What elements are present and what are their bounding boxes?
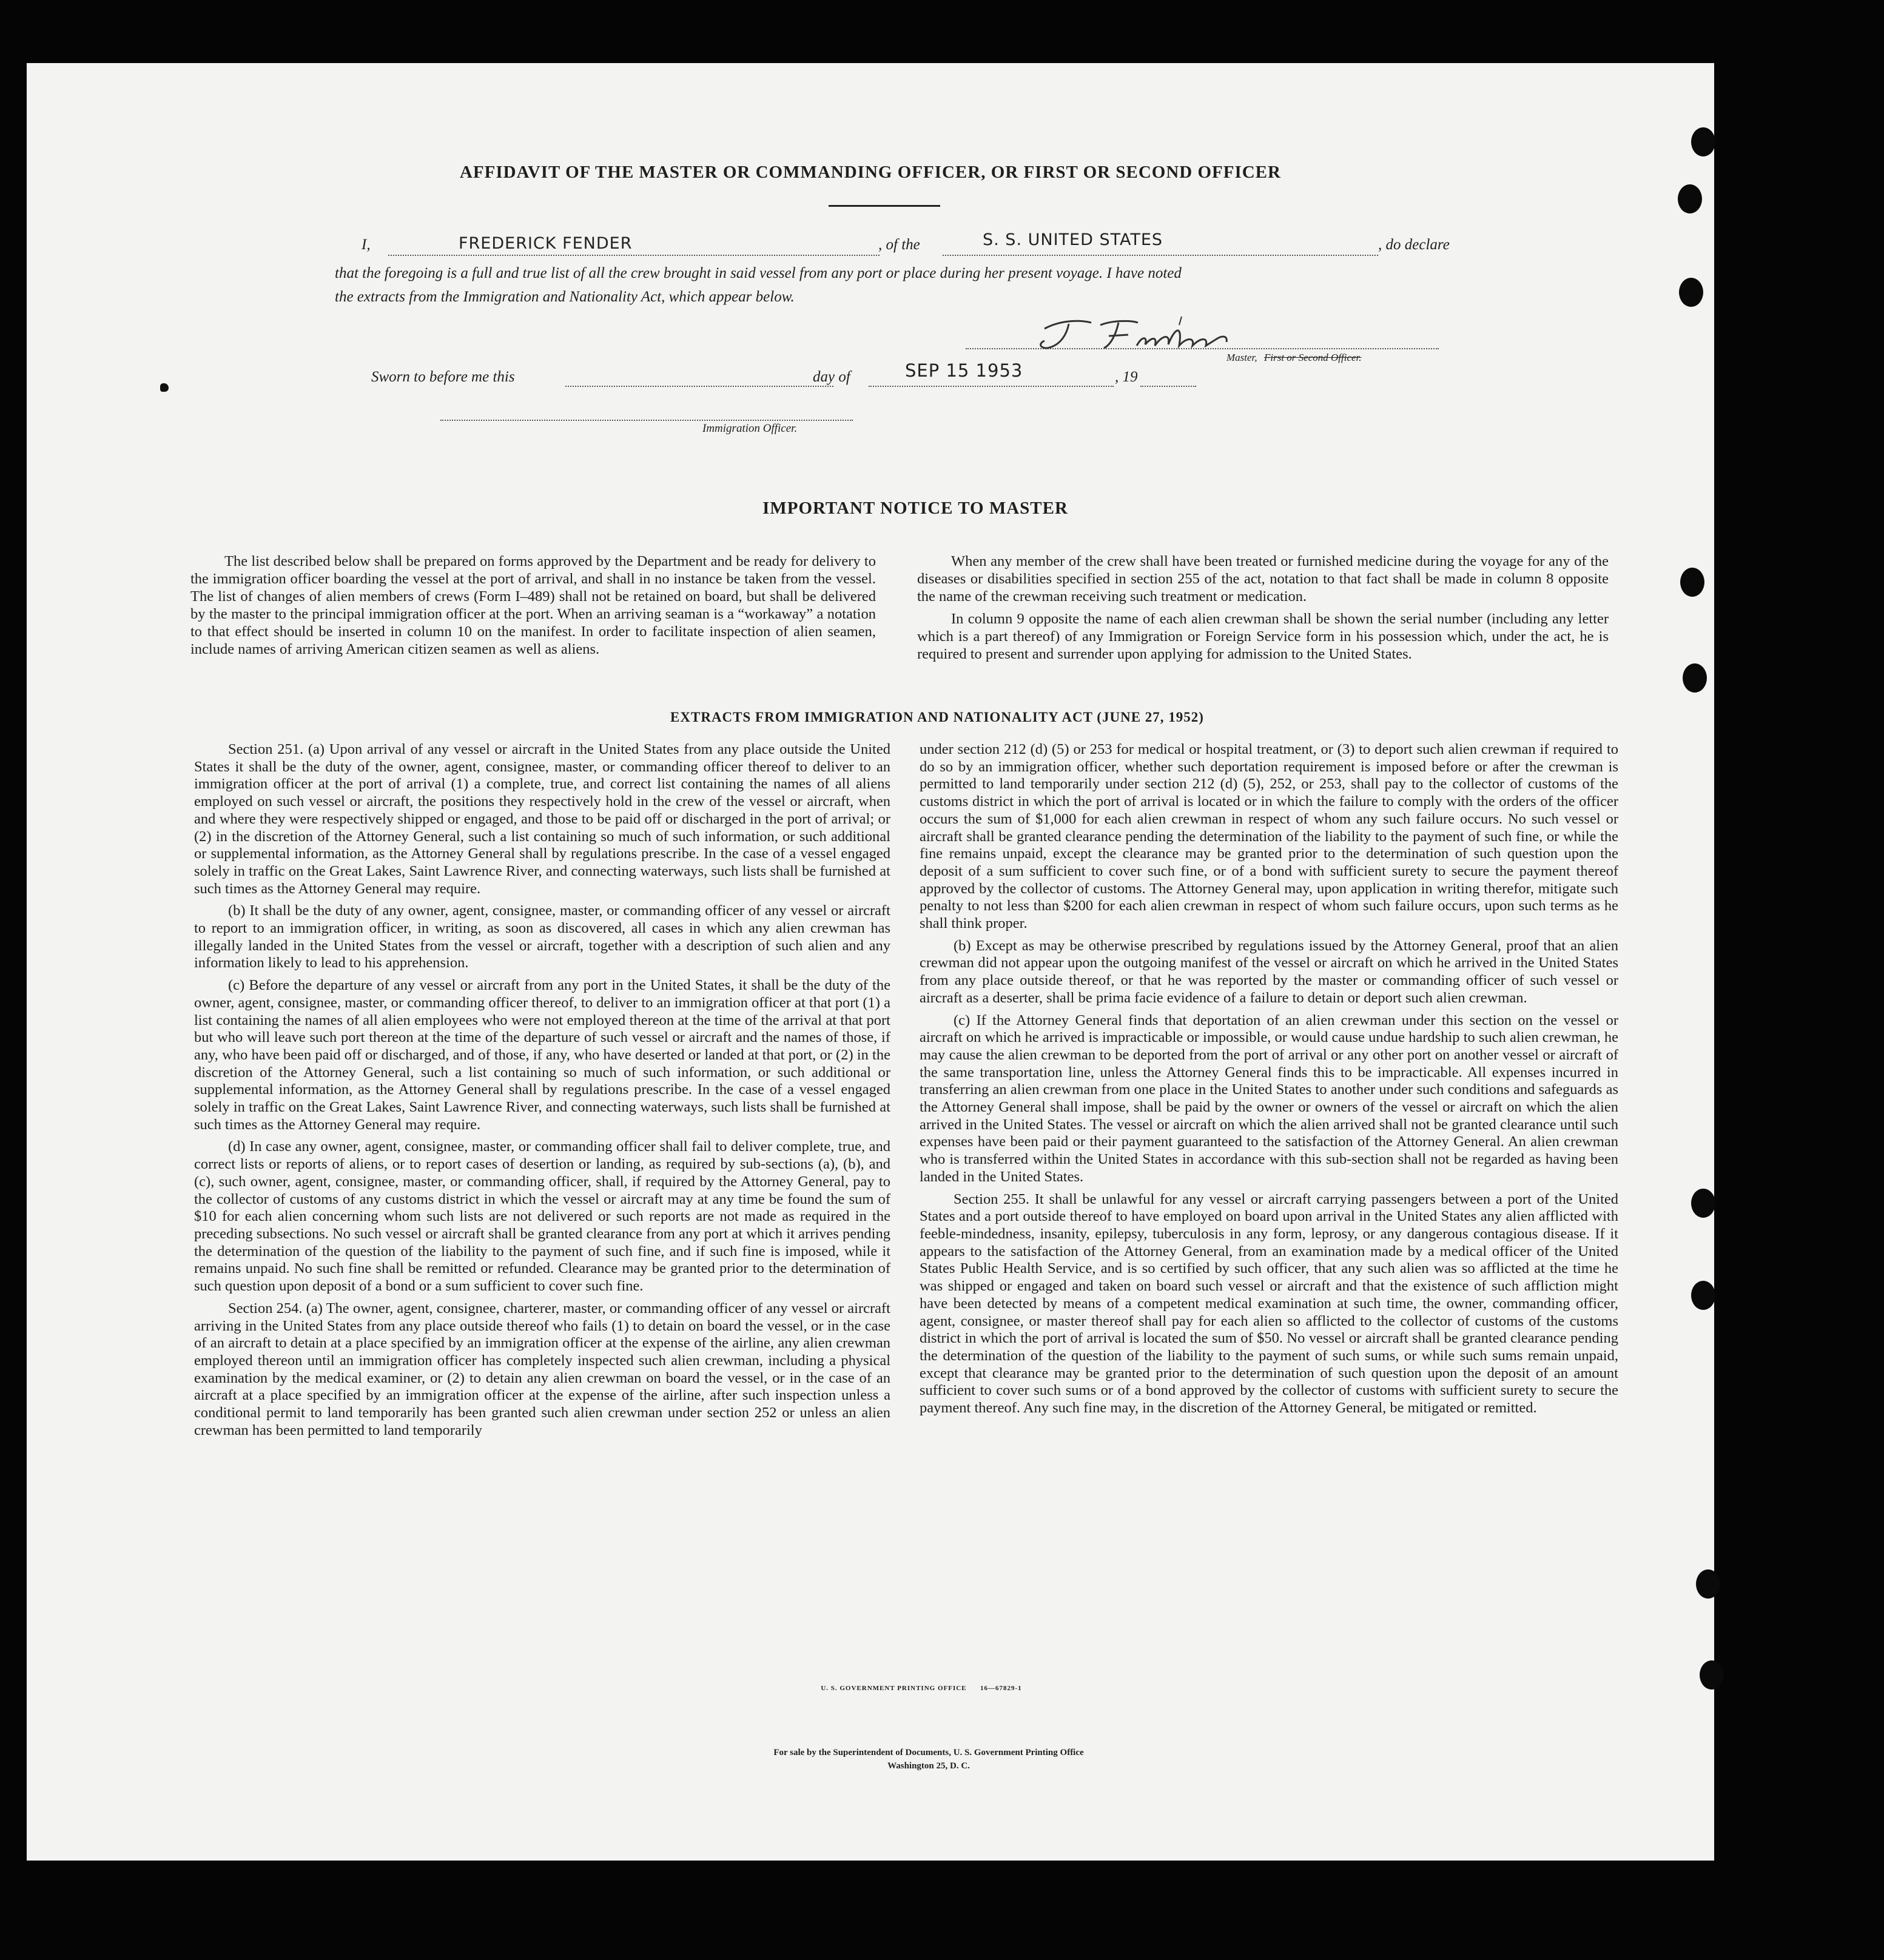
title-rule xyxy=(829,205,940,207)
decl-of-the: , of the xyxy=(878,237,920,253)
sale-line-1: For sale by the Superintendent of Documents, U. S. Government Printing Office xyxy=(773,1748,1084,1757)
section-251-c: (c) Before the departure of any vessel or aircraft from any port in the United States, it shall be the duty of the owner, agent, consignee, master, or commanding officer thereof, to deliver to an immigration officer at that port (1) a list containing the names of all alien employees who were not employed thereon at the time of the arrival at that port but who will leave such port thereon at the time of the departure of such vessel or aircraft and the names of those, if any, who have been paid off or discharged, and of those, if any, who have deserted or landed at that port, or (2) in the discretion of the Attorney General, such a list containing so much of such information, or such additional or supplemental information, as the Attorney General shall by regulations prescribe. In the case of a vessel engaged solely in traffic on the Great Lakes, Saint Lawrence River, and connecting waterways, such lists shall be furnished at such times as the Attorney General may require. xyxy=(194,977,890,1133)
master-signature xyxy=(1034,310,1258,359)
sworn-date-stamp: SEP 15 1953 xyxy=(905,360,1023,381)
master-name-value: FREDERICK FENDER xyxy=(459,234,633,253)
punch-hole xyxy=(1683,663,1707,693)
extracts-right-column xyxy=(920,741,1618,1422)
affidavit-title: AFFIDAVIT OF THE MASTER OR COMMANDING OFFICER, OR FIRST OR SECOND OFFICER xyxy=(460,163,1281,182)
vessel-name-value: S. S. UNITED STATES xyxy=(983,230,1163,249)
extracts-left-column xyxy=(194,741,890,1444)
section-251-a: Section 251. (a) Upon arrival of any vessel or aircraft in the United States from any place outside the United States it shall be the duty of the owner, agent, consignee, master, or commanding officer thereof to deliver to an immigration officer at the port of arrival (1) a complete, true, and correct list containing the names of all aliens employed on such vessel or aircraft, the positions they respectively hold in the crew of the vessel or aircraft, when and where they were respectively shipped or engaged, and those to be paid off or discharged in the port of arrival; or (2) in the discretion of the Attorney General, such a list containing so much of such information, or such additional or supplemental information, as the Attorney General shall by regulations prescribe. In the case of a vessel engaged solely in traffic on the Great Lakes, Saint Lawrence River, and connecting waterways, such lists shall be furnished at such times as the Attorney General may require. xyxy=(194,741,890,897)
section-255: Section 255. It shall be unlawful for any vessel or aircraft carrying passengers between a port of the United States and a port outside thereof to have employed on board upon arrival in the United States any alien afflicted with feeble-mindedness, insanity, epilepsy, tuberculosis in any form, leprosy, or any dangerous contagious disease. If it appears to the satisfaction of the Attorney General, from an examination made by a medical officer of the United States Public Health Service, and is so certified by such officer, that any such alien was so afflicted at the time he was shipped or engaged and taken on board such vessel or aircraft and that the existence of such affliction might have been detected by means of a competent medical examination at such time, the owner, commanding officer, agent, consignee, or master thereof shall pay for each alien so afflicted to the collector of customs of the customs district in which the port of arrival is located the sum of $50. No vessel or aircraft shall be granted clearance pending the determination of the question of the liability to the payment of such sums, or while such sums remain unpaid, except that clearance may be granted prior to the determination of such question upon the deposit of an amount sufficient to cover such sums or of a bond approved by the collector of customs with sufficient surety to secure the payment thereof. Any such fine may, in the discretion of the Attorney General, be mitigated or remitted. xyxy=(920,1190,1618,1417)
notice-right-paragraph-1: When any member of the crew shall have been treated or furnished medicine during the voyage for any of the diseases or disabilities specified in section 255 of the act, notation to that fact shall be made in column 8 opposite the name of the crewman receiving such treatment or medication. xyxy=(917,553,1609,605)
section-251-d: (d) In case any owner, agent, consignee, master, or commanding officer shall fail to deliver complete, true, and correct lists or reports of aliens, or to report cases of desertion or landing, as required by sub-sections (a), (b), and (c), such owner, agent, consignee, master, or commanding officer, shall, if required by the Attorney General, pay to the collector of customs of any customs district in which the vessel or aircraft may at any time be found the sum of $10 for each alien concerning whom such lists are not delivered or such reports are not made as required in the preceding subsections. No such vessel or aircraft shall be granted clearance from any port at which it arrives pending the determination of the question of the liability to the payment of such fine, and if such fine is imposed, while it remains unpaid. No such fine shall be remitted or refunded. Clearance may be granted prior to the determination of such question upon deposit of a bond or a sum sufficient to cover such fine. xyxy=(194,1138,890,1295)
notice-right-paragraph-2: In column 9 opposite the name of each alien crewman shall be shown the serial number (including any letter which is a part thereof) of any Immigration or Foreign Service form in his possession which, under the act, he is required to present and surrender upon applying for admission to the United States. xyxy=(917,610,1609,662)
extracts-title: EXTRACTS FROM IMMIGRATION AND NATIONALITY ACT (JUNE 27, 1952) xyxy=(670,710,1204,725)
day-of-label: day of xyxy=(813,369,850,385)
punch-hole xyxy=(1679,278,1703,307)
punch-hole xyxy=(1691,127,1715,156)
document-page xyxy=(27,63,1714,1861)
decl-line-3: the extracts from the Immigration and Nationality Act, which appear below. xyxy=(335,289,795,305)
name-field-line xyxy=(388,255,880,256)
notice-right-column xyxy=(917,553,1609,668)
decl-i: I, xyxy=(362,237,371,253)
immigration-officer-line xyxy=(440,420,853,421)
decl-line-2: that the foregoing is a full and true list of all the crew brought in said vessel from any port or place during her present voyage. I have noted xyxy=(335,265,1182,281)
notice-title: IMPORTANT NOTICE TO MASTER xyxy=(762,498,1068,518)
section-254-b: (b) Except as may be otherwise prescribed by regulations issued by the Attorney General, proof that an alien crewman did not appear upon the outgoing manifest of the vessel or aircraft on which he arrived in the United States from any place outside thereof, or that he was reported by the master or commanding officer of such vessel or aircraft as a deserter, shall be prima facie evidence of a failure to detain or deport such alien crewman. xyxy=(920,937,1618,1006)
punch-hole xyxy=(1680,568,1704,597)
signature-caption-struck: First or Second Officer. xyxy=(1264,352,1362,363)
signature-caption-master: Master, xyxy=(1226,352,1257,363)
ink-speck xyxy=(160,383,169,392)
sworn-month-line xyxy=(869,386,1114,387)
punch-hole xyxy=(1691,1281,1715,1310)
sworn-label: Sworn to before me this xyxy=(371,369,515,385)
punch-hole xyxy=(1691,1189,1715,1218)
sworn-year-line xyxy=(1140,386,1196,387)
notice-left-paragraph: The list described below shall be prepared on forms approved by the Department and be ready for delivery to the immigration officer boarding the vessel at the port of arrival, and shall in no instance be taken from the vessel. The list of changes of alien members of crews (Form I–489) shall not be retained on board, but shall be delivered by the master to the principal immigration officer at the port. When an arriving seaman is a “workaway” a notation to that effect should be inserted in column 10 on the manifest. In order to facilitate inspection of alien seamen, include names of arriving American citizen seamen as well as aliens. xyxy=(190,553,876,657)
year-prefix: , 19 xyxy=(1115,369,1138,385)
print-code: U. S. GOVERNMENT PRINTING OFFICE 16—67829-1 xyxy=(821,1685,1022,1692)
decl-do-declare: , do declare xyxy=(1378,237,1450,253)
section-251-b: (b) It shall be the duty of any owner, agent, consignee, master, or commanding officer of any vessel or aircraft to report to an immigration officer, in writing, as soon as discovered, all cases in which any alien crewman has illegally landed in the United States from the vessel or aircraft, together with a description of such alien and any information likely to lead to his apprehension. xyxy=(194,902,890,972)
section-254-c: (c) If the Attorney General finds that deportation of an alien crewman under this section on the vessel or aircraft on which he arrived is impracticable or impossible, or would cause undue hardship to such alien crewman, he may cause the alien crewman to be deported from the port of arrival or any other port on another vessel or aircraft of the same transportation line, unless the Attorney General finds this to be impracticable. All expenses incurred in transferring an alien crewman from one place in the United States to another under such conditions and safeguards as the Attorney General shall impose, shall be paid by the owner or owners of the vessel or aircraft on which the alien arrived in the United States. The vessel or aircraft on which the alien arrived shall not be granted clearance until such expenses have been paid or their payment guaranteed to the satisfaction of the Attorney General. An alien crewman who is transferred within the United States in accordance with this sub-section shall not be regarded as having been landed in the United States. xyxy=(920,1012,1618,1185)
punch-hole xyxy=(1678,184,1702,213)
immigration-officer-caption: Immigration Officer. xyxy=(702,422,798,435)
sworn-day-line xyxy=(565,386,833,387)
section-254-a-cont: under section 212 (d) (5) or 253 for medical or hospital treatment, or (3) to deport such alien crewman if required to do so by an immigration officer, whether such deportation requirement is imposed before or after the crewman is permitted to land temporarily under section 212 (d) (5), 252, or 253, shall pay to the collector of customs of the customs district in which the port of arrival is located or in which the failure to comply with the orders of the officer occurs the sum of $1,000 for each alien crewman in respect of whom any such failure occurs. No such vessel or aircraft shall be granted clearance pending the determination of the liability to the payment of such fine, or while the fine remains unpaid, except the clearance may be granted prior to the determination of such question upon the deposit of a sum sufficient to cover such fine, or of a bond with sufficient surety to secure the payment thereof approved by the collector of customs. The Attorney General may, upon application in writing therefor, mitigate such penalty to not less than $200 for each alien crewman in respect of whom such failure occurs, upon such terms as he shall think proper. xyxy=(920,741,1618,932)
section-254-a: Section 254. (a) The owner, agent, consignee, charterer, master, or commanding officer of any vessel or aircraft arriving in the United States from any place outside thereof who fails (1) to detain on board the vessel, or in the case of an aircraft to detain at a place specified by an immigration officer at the expense of the airline, any alien crewman employed thereon until an immigration officer has completely inspected such alien crewman, including a physical examination by the medical examiner, or (2) to detain any alien crewman on board the vessel, or in the case of an aircraft at a place specified by an immigration officer at the expense of the airline, after such inspection unless a conditional permit to land temporarily has been granted such alien crewman under section 252 or unless an alien crewman has been permitted to land temporarily xyxy=(194,1300,890,1438)
punch-hole xyxy=(1696,1569,1720,1599)
notice-left-column xyxy=(190,553,876,663)
sale-line-2: Washington 25, D. C. xyxy=(887,1761,970,1771)
vessel-field-line xyxy=(943,255,1378,256)
